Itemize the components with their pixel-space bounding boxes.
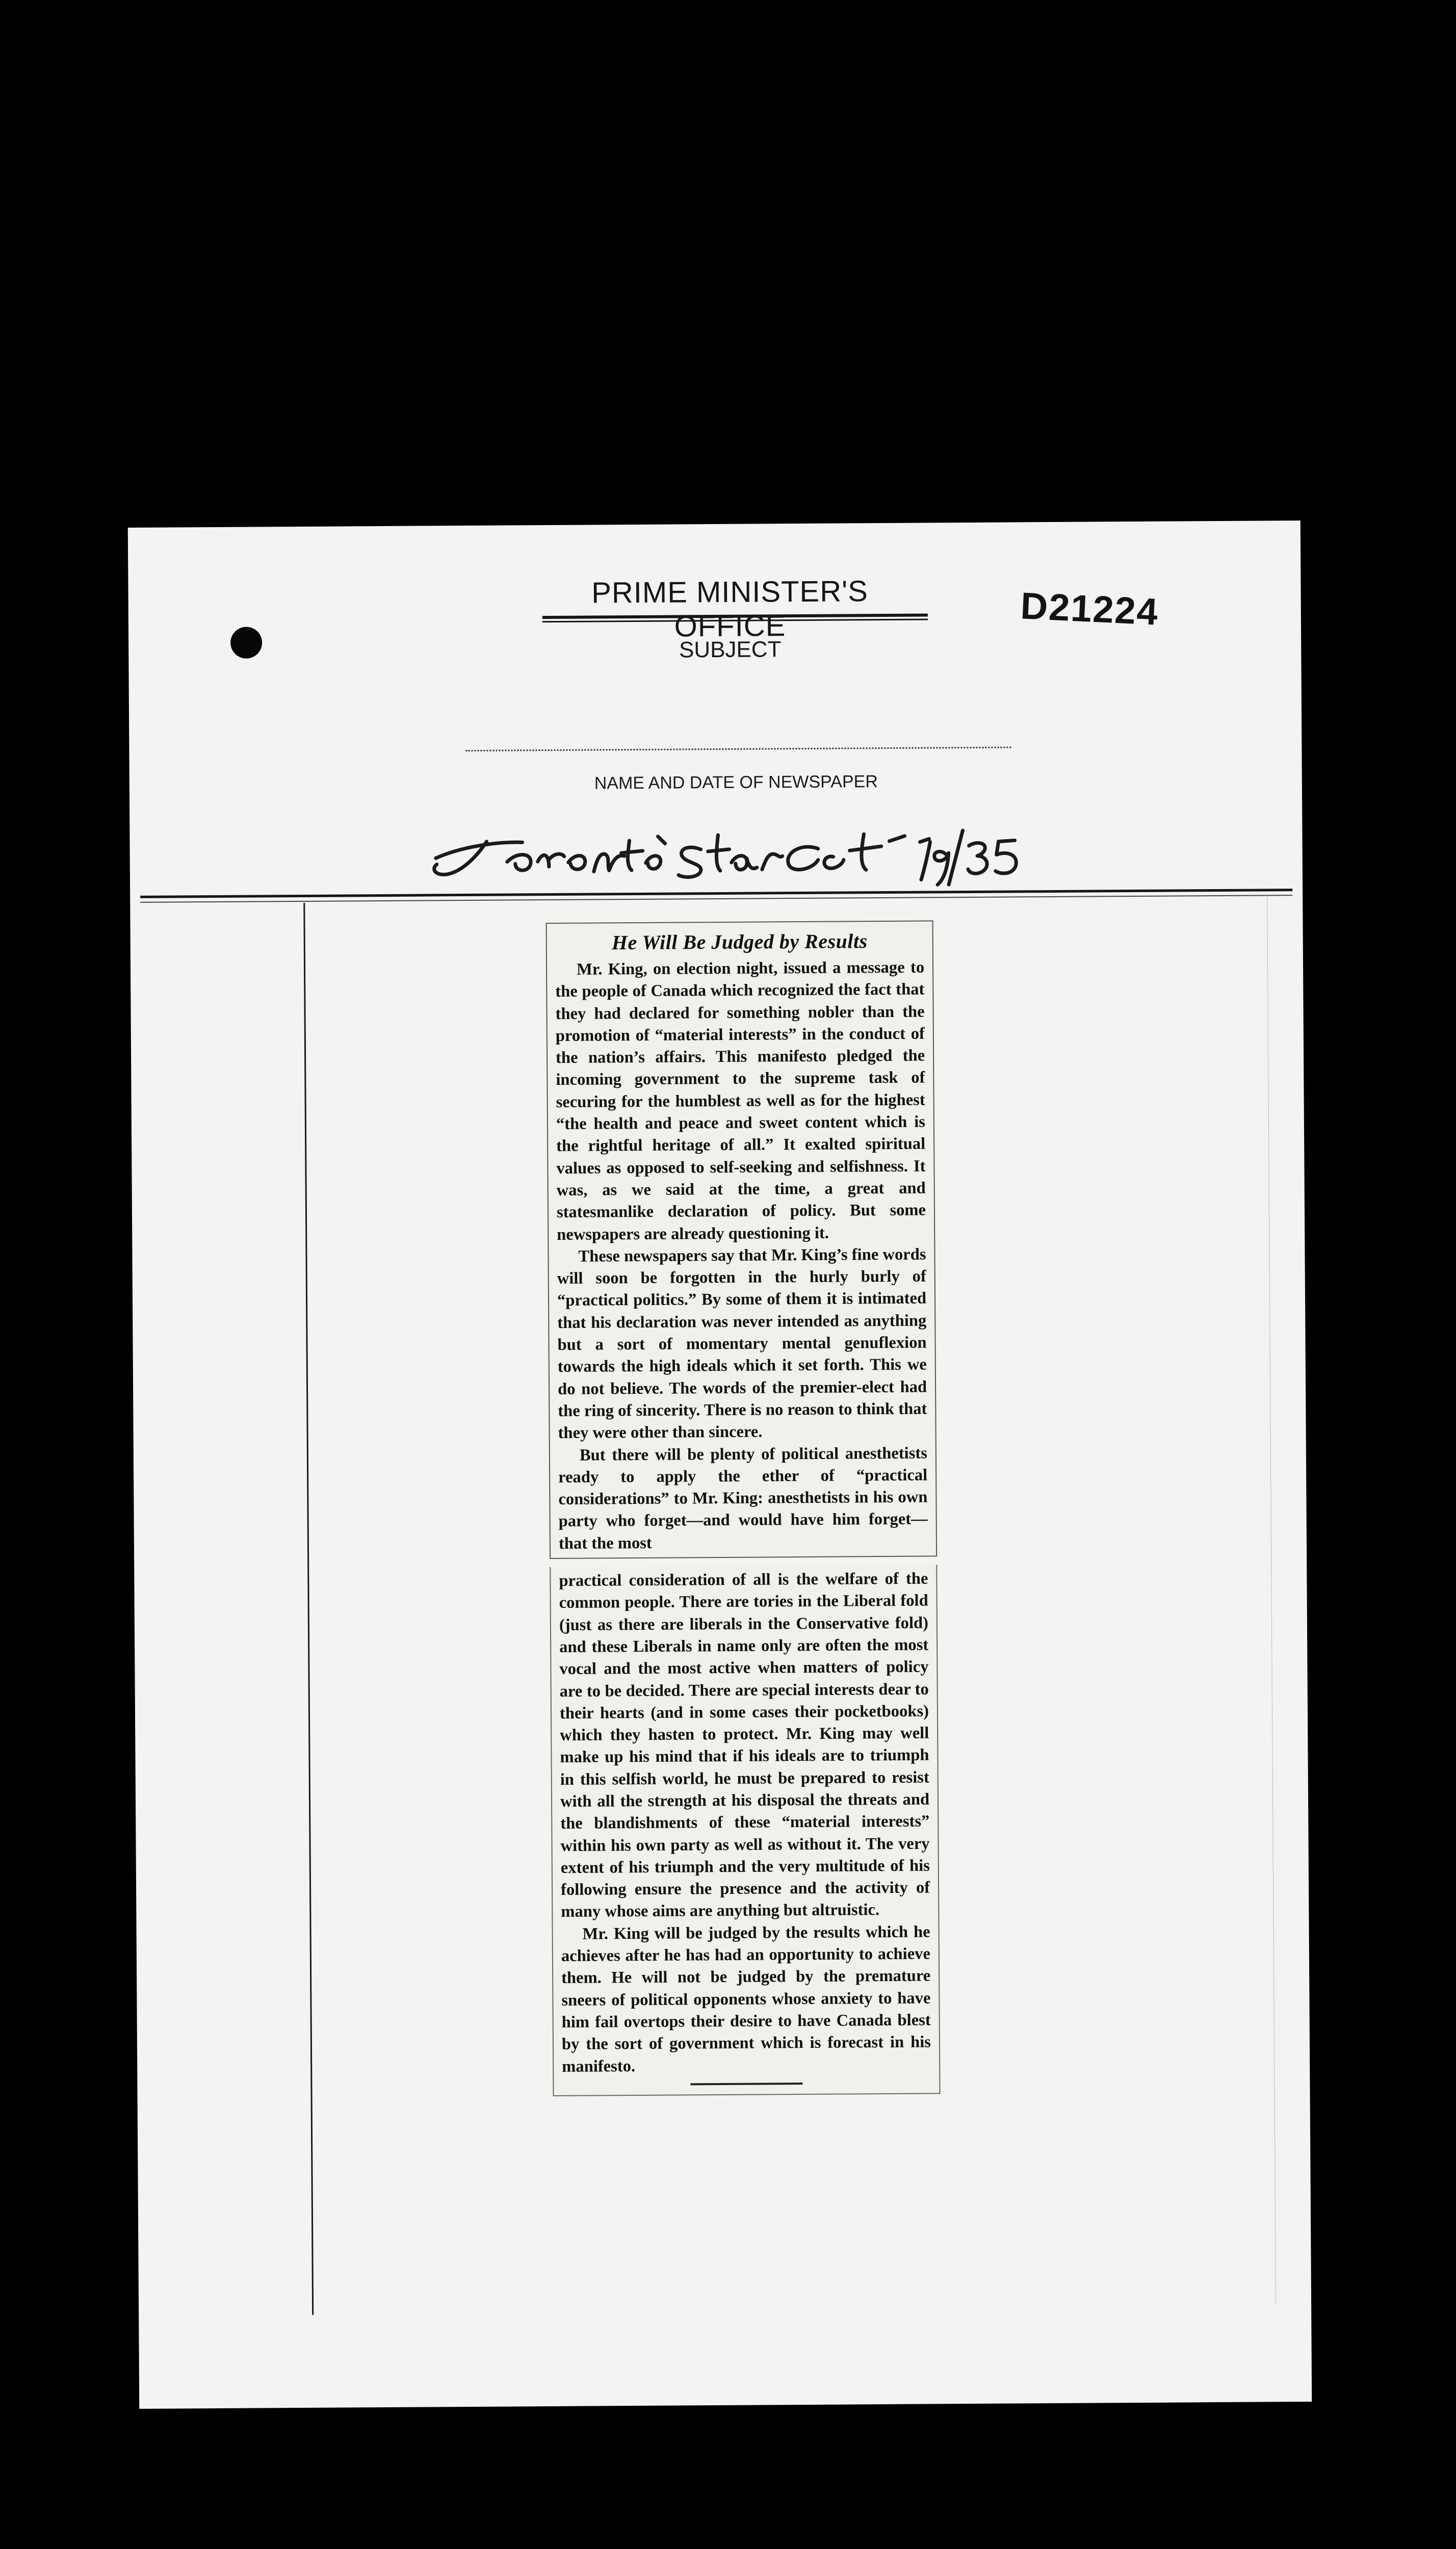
clipping-paragraph: But there will be plenty of political anesthetists ready to apply the ether of “practical considerations” to Mr. King: anesthetists in his own party who forget—and would have him forget—that the most <box>558 1444 928 1553</box>
handwritten-newspaper-drawing <box>415 808 1053 893</box>
clipping-paragraph: practical consideration of all is the welfare of the common people. There are tories in the Liberal fold (just as there are liberals in the Conservative fold) and these Liberals in name only are often the most vocal and the most active when matters of policy are to be decided. There are special interests dear to their hearts (and in some cases their pocketbooks) which they hasten to protect. Mr. King may well make up his mind that if his ideals are to triumph in this selfish world, he must be prepared to resist with all the strength at his disposal the threats and the blandishments of these “material interests” within his own party as well as without it. The very extent of his triumph and the very multitude of his following ensure the presence and the activity of many whose aims are anything but altruistic. <box>559 1569 930 1921</box>
left-margin-line <box>303 903 314 2315</box>
document-number-stamp: D21224 <box>1019 584 1160 633</box>
clipping-end-rule <box>690 2083 802 2085</box>
clipping-paragraph: These newspapers say that Mr. King’s fine words will soon be forgotten in the hurly burly of “practical politics.” By some of them it is intimated that his declaration was never intended as anything but a sort of momentary mental genuflexion towards the high ideals which it set forth. This we do not believe. The words of the premier-elect had the ring of sincerity. There is no reason to think that they were other than sincere. <box>557 1245 927 1443</box>
subject-dotted-line <box>465 746 1011 751</box>
clipping-headline: He Will Be Judged by Results <box>611 929 868 954</box>
newspaper-clipping <box>546 920 946 2096</box>
punch-hole <box>230 627 262 658</box>
right-margin-line <box>1267 897 1276 2304</box>
clipping-column-top <box>546 920 938 1559</box>
clipping-column-bottom <box>550 1565 940 2096</box>
clipping-paragraph: Mr. King, on election night, issued a message to the people of Canada which recognized the fact that they had declared for something nobler than the promotion of “material interests” in the conduct of the nation’s affairs. This manifesto pledged the incoming government to the supreme task of securing for the humblest as well as for the highest “the health and peace and sweet content which is the rightful heritage of all.” It exalted spiritual values as opposed to self-seeking and selfishness. It was, as we said at the time, a great and statesmanlike declaration of policy. But some newspapers are already questioning it. <box>555 958 926 1244</box>
office-title: PRIME MINISTER'S OFFICE <box>591 575 869 643</box>
subject-label: SUBJECT <box>679 637 782 663</box>
newspaper-label: NAME AND DATE OF NEWSPAPER <box>594 772 878 793</box>
handwritten-newspaper-entry <box>415 808 1053 893</box>
clipping-paragraph: Mr. King will be judged by the results which he achieves after he has had an opportunity to achieve them. He will not be judged by the premature sneers of political opponents whose anxiety to have him fail overtops their desire to have Canada blest by the sort of government which is forecast in his manifesto. <box>561 1922 931 2076</box>
file-sheet <box>128 521 1312 2409</box>
